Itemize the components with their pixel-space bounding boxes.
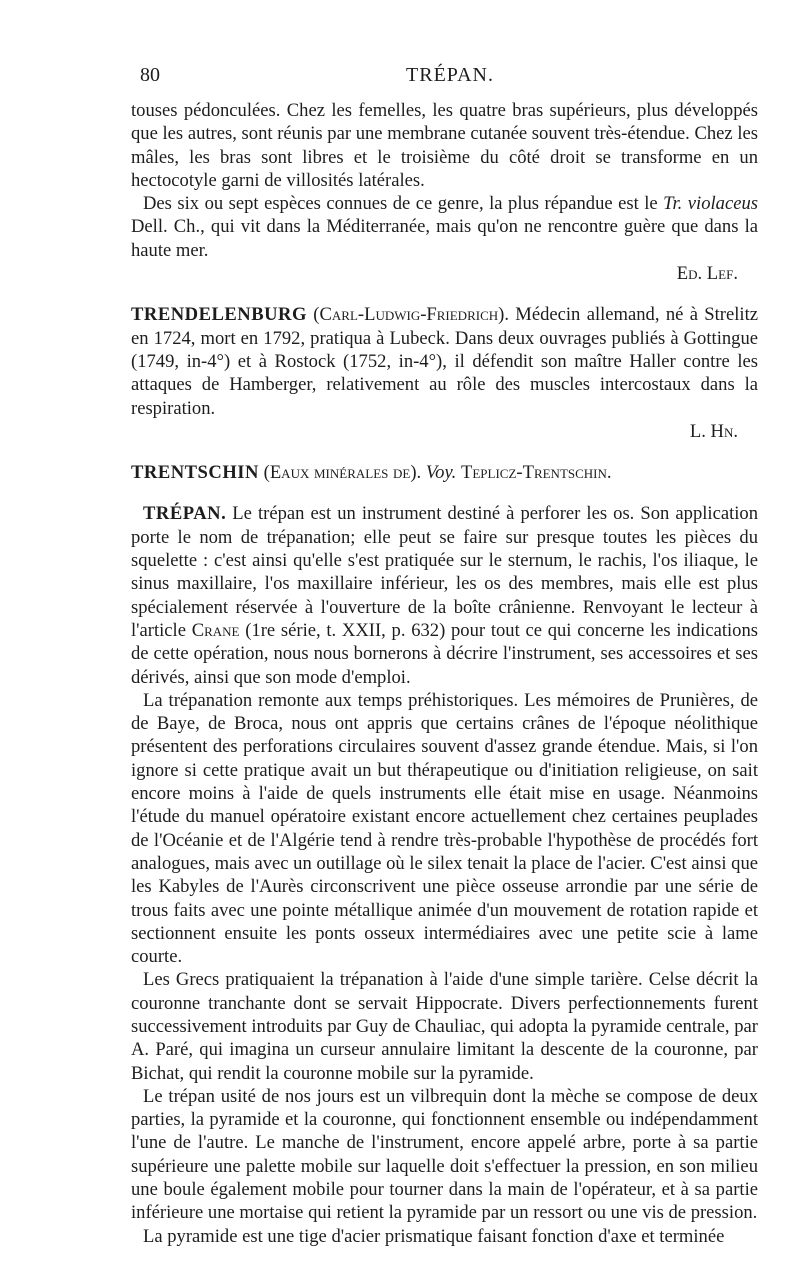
entry-subject-name: (Eaux minérales de). — [263, 462, 422, 484]
running-title: TRÉPAN. — [406, 64, 494, 86]
trepan-text-a: Le trépan est un instrument destiné à perforer les os. Son application porte le nom de trépanation; elle peut se faire sur presque toutes les pièces du squelette : c'est ainsi qu'elle s'est pratiquée sur le sternum, le rachis, l'os iliaque, le sinus maxillaire, l'os maxillaire inférieur, les os des membres, mais elle est plus spécialement réservée à l'ouverture de la boîte crânienne. Renvoyant le lecteur à l'article — [131, 503, 758, 641]
entry-trentschin — [131, 461, 758, 484]
trepan-paragraph-greeks: Les Grecs pratiquaient la trépanation à l'aide d'une simple tarière. Celse décrit la couronne tranchante dont se servait Hippocrate. Divers perfectionnements furent successivement introduits par Guy de Chauliac, qui adopta la pyramide centrale, par A. Paré, qui imagina un curseur annulaire limitant la descente de la couronne, par Bichat, qui rendit la couronne mobile sur la pyramide. — [131, 969, 758, 1084]
cross-reference: Crane — [191, 619, 240, 641]
entry-headword: TRENDELENBURG — [131, 304, 307, 326]
author-signature: L. Hn. — [689, 420, 738, 442]
page-header — [140, 64, 760, 96]
entry-text: Médecin allemand, né à Strelitz en 1724, mort en 1792, pratiqua à Lubeck. Dans deux ouvrages publiés à Gottingue (1749, in-4°) et à Rostock (1752, in-4°), il défendit son maître Haller contre les attaques de Hamberger, relativement au rôle des muscles intercostaux dans la respiration. — [131, 304, 758, 419]
species-paragraph — [131, 192, 758, 285]
author-signature: Ed. Lef. — [676, 263, 738, 285]
cross-reference: Teplicz-Trentschin. — [460, 462, 612, 484]
entry-trepan — [131, 502, 758, 688]
entry-headword: TRÉPAN. — [143, 503, 227, 525]
species-text-before: Des six ou sept espèces connues de ce genre, la plus répandue est le — [143, 193, 664, 215]
trepan-paragraph-pyramid: La pyramide est une tige d'acier prismatique faisant fonction d'axe et terminée — [143, 1225, 725, 1247]
entry-trendelenburg — [131, 303, 758, 443]
page-number: 80 — [140, 64, 160, 86]
trepan-text-b: (1re série, t. XXII, p. 632) pour tout ce qui concerne les indications de cette opération, nous nous bornerons à décrire l'instrument, ses accessoires et ses dérivés, ainsi que son mode d'emploi. — [131, 619, 758, 688]
see-also-marker: Voy. — [425, 462, 457, 484]
entry-headword: TRENTSCHIN — [131, 462, 259, 484]
entry-subject-name: (Carl-Ludwig-Friedrich). — [313, 304, 509, 326]
species-name: Tr. violaceus — [663, 193, 758, 215]
trepan-paragraph-history: La trépanation remonte aux temps préhistoriques. Les mémoires de Prunières, de de Baye, de Broca, nous ont appris que certains crânes de l'époque néolithique présentent des perforations circulaires souvent d'assez grande étendue. Mais, si l'on ignore si cette pratique avait un but thérapeutique ou d'initiation religieuse, on sait encore moins à l'aide de quels instruments elle était mise en usage. Néanmoins l'étude du manuel opératoire existant encore actuellement chez certaines peuplades de l'Océanie et de l'Algérie tend à rendre très-probable l'hypothèse de procédés fort analogues, mais avec un outillage où le silex tenait la place de l'acier. C'est ainsi que les Kabyles de l'Aurès circonscrivent une pièce osseuse arrondie par une série de trous faits avec une pointe métallique animée d'un mouvement de rotation rapide et sectionnent ensuite les ponts osseux intermédiaires avec une petite scie à lame courte. — [131, 689, 758, 968]
trepan-paragraph-modern: Le trépan usité de nos jours est un vilbrequin dont la mèche se compose de deux parties, la pyramide et la couronne, qui fonctionnent ensemble ou indépendamment l'une de l'autre. Le manche de l'instrument, encore appelé arbre, porte à sa partie supérieure une palette mobile sur laquelle doit s'effectuer la pression, en son milieu une boule également mobile pour tourner dans la main de l'opérateur, et à sa partie inférieure une mortaise qui retient la pyramide par un ressort ou une vis de pression. — [131, 1085, 758, 1224]
species-text-after: Dell. Ch., qui vit dans la Méditerranée, mais qu'on ne rencontre guère que dans la haute mer. — [131, 216, 758, 261]
continuation-paragraph: touses pédonculées. Chez les femelles, les quatre bras supérieurs, plus développés que les autres, sont réunis par une membrane cutanée souvent très-étendue. Chez les mâles, les bras sont libres et le troisième du côté droit se transforme en un hectocotyle garni de villosités latérales. — [131, 100, 758, 191]
article-body — [131, 99, 758, 1248]
